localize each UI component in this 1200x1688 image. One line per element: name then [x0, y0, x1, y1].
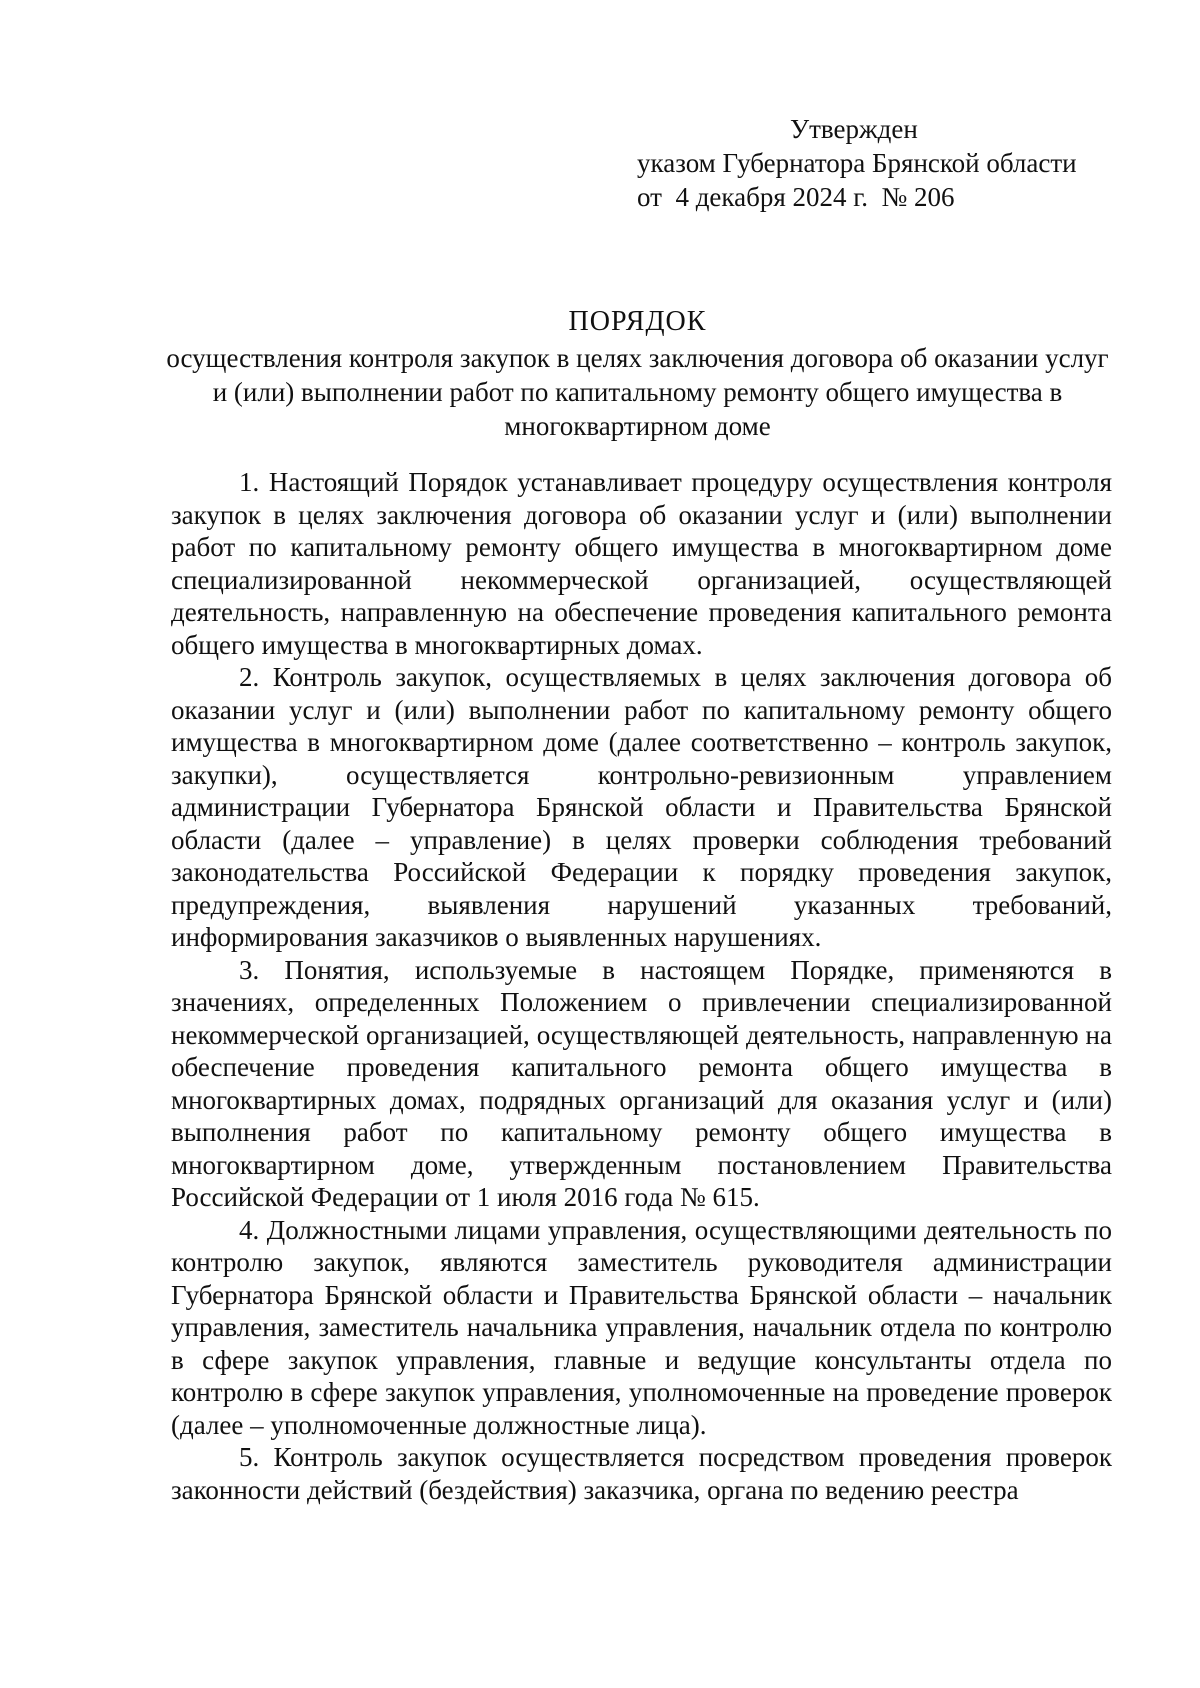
title-heading: ПОРЯДОК [568, 306, 707, 337]
title-subtitle: осуществления контроля закупок в целях заключения договора об оказании услуг и (или) выполнении работ по капитальному ремонту общего имущества в многоквартирном доме [166, 343, 1109, 441]
paragraph-1: 1. Настоящий Порядок устанавливает процедуру осуществления контроля закупок в целях заключения договора об оказании услуг и (или) выполнении работ по капитальному ремонту общего имущества в многоквартирном доме специализированной некоммерческой организацией, осуществляющей деятельность, направленную на обеспечение проведения капитального ремонта общего имущества в многоквартирных домах. [171, 467, 1112, 660]
paragraph-5: 5. Контроль закупок осуществляется посредством проведения проверок законности действий (бездействия) заказчика, органа по ведению реестра [171, 1442, 1112, 1505]
approval-line-approved: Утвержден [790, 114, 918, 144]
paragraph-3: 3. Понятия, используемые в настоящем Порядке, применяются в значениях, определенных Положением о привлечении специализированной некоммерческой организацией, осуществляющей деятельность, направленную на обеспечение проведения капитального ремонта общего имущества в многоквартирных домах, подрядных организаций для оказания услуг и (или) выполнения работ по капитальному ремонту общего имущества в многоквартирном доме, утвержденным постановлением Правительства Российской Федерации от 1 июля 2016 года № 615. [171, 954, 1112, 1212]
approval-stamp [637, 112, 1157, 214]
approval-line-date-number: от 4 декабря 2024 г. № 206 [637, 182, 955, 212]
paragraph-4: 4. Должностными лицами управления, осуществляющими деятельность по контролю закупок, являются заместитель руководителя администрации Губернатора Брянской области и Правительства Брянской области – начальник управления, заместитель начальника управления, начальник отдела по контролю в сфере закупок управления, главные и ведущие консультанты отдела по контролю в сфере закупок управления, уполномоченные на проведение проверок (далее – уполномоченные должностные лица). [171, 1214, 1112, 1440]
approval-line-decree: указом Губернатора Брянской области [637, 148, 1077, 178]
document-body [171, 466, 1112, 1506]
document-title [160, 305, 1115, 443]
paragraph-2: 2. Контроль закупок, осуществляемых в целях заключения договора об оказании услуг и (или) выполнении работ по капитальному ремонту общего имущества в многоквартирном доме (далее соответственно – контроль закупок, закупки), осуществляется контрольно-ревизионным управлением администрации Губернатора Брянской области и Правительства Брянской области (далее – управление) в целях проверки соблюдения требований законодательства Российской Федерации к порядку проведения закупок, предупреждения, выявления нарушений указанных требований, информирования заказчиков о выявленных нарушениях. [171, 662, 1112, 952]
